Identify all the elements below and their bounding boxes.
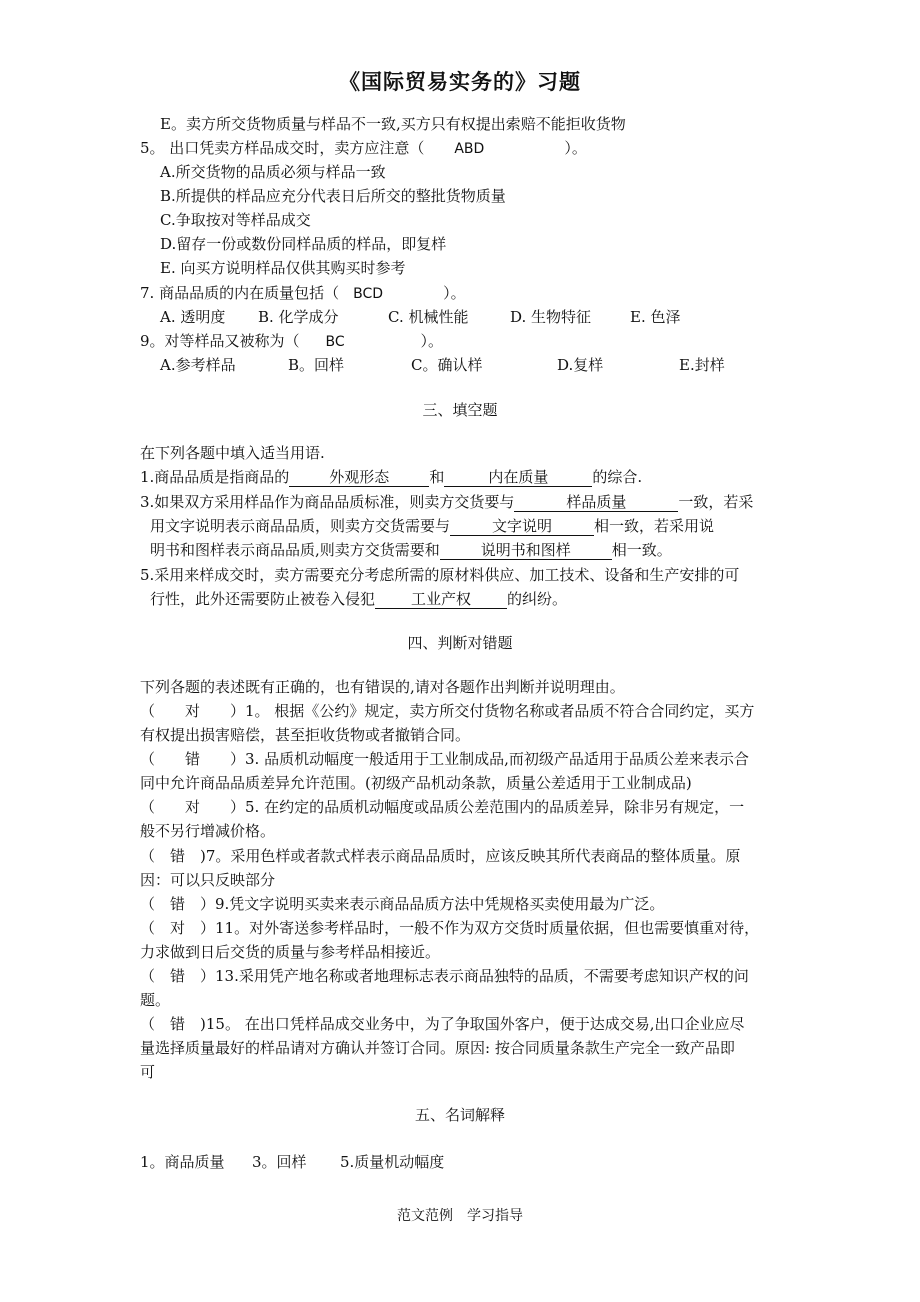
q7-option: B. 化学成分 [258, 308, 339, 326]
judge-line: （ 错 ）13.采用凭产地名称或者地理标志表示商品独特的品质，不需要考虑知识产权的问 [140, 967, 749, 985]
fill-q5-text: 的纠纷。 [507, 590, 568, 608]
fill-q3-text: 用文字说明表示商品品质，则卖方交货需要与 [150, 517, 451, 535]
section-heading-judge: 四、判断对错题 [407, 634, 513, 652]
judge-line: （ 错 ）3. 品质机动幅度一般适用于工业制成品,而初级产品适用于品质公差来表示合 [140, 750, 749, 768]
terms-list [140, 1151, 444, 1173]
q5-option: D.留存一份或数份同样品质的样品，即复样 [160, 235, 447, 253]
fill-q3-text: 相一致，若采用说 [594, 517, 715, 535]
fill-q5-line-1: 5.采用来样成交时，卖方需要充分考虑所需的原材料供应、加工技术、设备和生产安排的可 [140, 566, 740, 584]
q5-stem-text: 5。 出口凭卖方样品成交时，卖方应注意（ [140, 139, 425, 157]
fill-q1 [140, 466, 642, 488]
judge-line: 量选择质量最好的样品请对方确认并签订合同。原因: 按合同质量条款生产完全一致产品即 [140, 1039, 735, 1057]
fill-q3-answer-1: 样品质量 [514, 493, 678, 512]
q7-answer: BCD [353, 286, 384, 302]
term-item: 3。回样 [252, 1153, 307, 1171]
q7-option: A. 透明度 [160, 308, 226, 326]
term-item: 5.质量机动幅度 [340, 1153, 445, 1171]
judge-line: （ 错 )15。 在出口凭样品成交业务中，为了争取国外客户，便于达成交易,出口企业应尽 [140, 1015, 745, 1033]
fill-q5-text: 行性，此外还需要防止被卷入侵犯 [150, 590, 376, 608]
q7-stem-end: ）。 [443, 284, 466, 302]
fill-q3-text: 明书和图样表示商品品质,则卖方交货需要和 [150, 541, 440, 559]
fill-intro: 在下列各题中填入适当用语. [140, 444, 325, 462]
fill-q3-text: 相一致。 [611, 541, 672, 559]
document-title: 《国际贸易实务的》习题 [339, 70, 581, 94]
judge-line: 般不另行增减价格。 [140, 822, 276, 840]
q9-answer: BC [325, 334, 345, 350]
fill-q1-answer-2: 内在质量 [444, 468, 592, 487]
judge-line: （ 对 ）1。 根据《公约》规定，卖方所交付货物名称或者品质不符合合同约定，买方 [140, 702, 755, 720]
q7-option: D. 生物特征 [510, 308, 592, 326]
q9-option: C。确认样 [411, 356, 483, 374]
q9-stem [140, 330, 443, 353]
q9-stem-text: 9。对等样品又被称为（ [140, 332, 300, 350]
q9-stem-end: ）。 [420, 332, 444, 350]
judge-line: 力求做到日后交货的质量与参考样品相接近。 [140, 943, 441, 961]
judge-line: （ 错 ）9.凭文字说明买卖来表示商品品质方法中凭规格买卖使用最为广泛。 [140, 895, 665, 913]
section-heading-fill: 三、填空题 [422, 401, 498, 419]
fill-q3-answer-2: 文字说明 [450, 517, 594, 536]
q7-stem-text: 7. 商品品质的内在质量包括（ [140, 284, 340, 302]
judge-line: 题。 [140, 991, 171, 1009]
section-heading-terms: 五、名词解释 [414, 1106, 505, 1124]
q9-option: B。回样 [288, 356, 345, 374]
q9-option: D.复样 [557, 356, 604, 374]
fill-q5-answer: 工业产权 [375, 590, 507, 609]
fill-q1-text: 1.商品品质是指商品的 [140, 468, 290, 486]
fill-q3-line-3 [150, 539, 672, 561]
q5-option: E. 向买方说明样品仅供其购买时参考 [160, 259, 406, 277]
judge-line: 可 [140, 1063, 156, 1081]
page-footer: 范文范例 学习指导 [397, 1208, 523, 1224]
q7-option: E. 色泽 [630, 308, 681, 326]
judge-line: （ 错 )7。采用色样或者款式样表示商品品质时，应该反映其所代表商品的整体质量。原 [140, 847, 741, 865]
judge-line: （ 对 ）11。对外寄送参考样品时，一般不作为双方交货时质量依据，但也需要慎重对待， [140, 919, 760, 937]
fill-q1-answer-1: 外观形态 [289, 468, 429, 487]
q9-option: E.封样 [679, 356, 725, 374]
q4-option-e: E。卖方所交货物质量与样品不一致,买方只有权提出索赔不能拒收货物 [160, 115, 626, 133]
judge-intro: 下列各题的表述既有正确的，也有错误的,请对各题作出判断并说明理由。 [140, 678, 625, 696]
q9-option: A.参考样品 [160, 356, 236, 374]
fill-q1-text: 和 [429, 468, 445, 486]
fill-q5-line-2 [150, 588, 567, 610]
q5-stem-end: ）。 [564, 139, 587, 157]
judge-line: 因：可以只反映部分 [140, 871, 276, 889]
q7-option: C. 机械性能 [388, 308, 469, 326]
fill-q3-text: 一致，若采 [678, 493, 754, 511]
q7-options [160, 306, 681, 328]
fill-q3-text: 3.如果双方采用样品作为商品品质标准，则卖方交货要与 [140, 493, 515, 511]
judge-line: 同中允许商品品质差异允许范围。(初级产品机动条款，质量公差适用于工业制成品) [140, 774, 692, 792]
judge-line: 有权提出损害赔偿，甚至拒收货物或者撤销合同。 [140, 726, 471, 744]
judge-line: （ 对 ）5. 在约定的品质机动幅度或品质公差范围内的品质差异，除非另有规定，一 [140, 798, 745, 816]
fill-q3-answer-3: 说明书和图样 [440, 541, 612, 560]
fill-q1-text: 的综合. [592, 468, 643, 486]
q5-stem [140, 137, 587, 160]
q5-option: A.所交货物的品质必须与样品一致 [160, 163, 386, 181]
q5-option: C.争取按对等样品成交 [160, 211, 311, 229]
q7-stem [140, 282, 466, 305]
fill-q3-line-1 [140, 491, 753, 513]
fill-q3-line-2 [150, 515, 714, 537]
term-item: 1。商品质量 [140, 1153, 225, 1171]
q5-option: B.所提供的样品应充分代表日后所交的整批货物质量 [160, 187, 506, 205]
q5-answer: ABD [454, 141, 485, 157]
q9-options [160, 354, 725, 376]
